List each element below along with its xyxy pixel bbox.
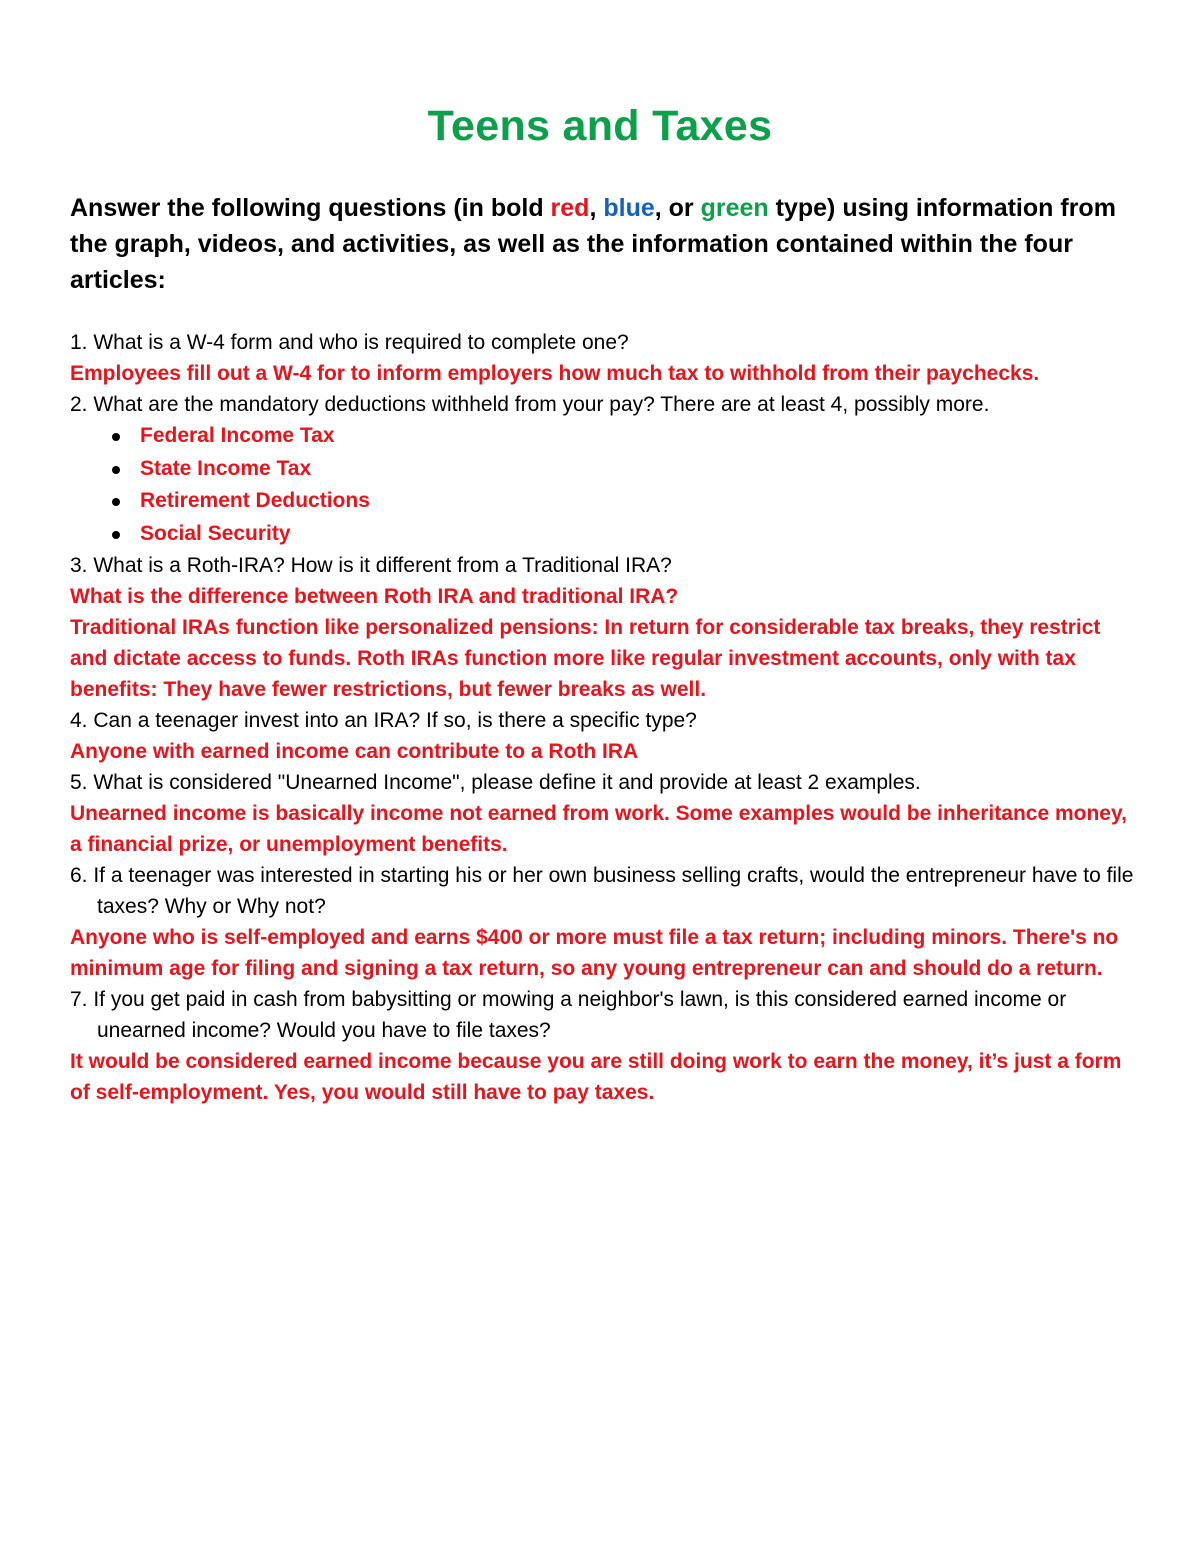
question-3: 3. What is a Roth-IRA? How is it different from a Traditional IRA? [70,554,672,577]
instructions-text-2: type) using information from the graph, videos, and activities, as well as the information contained within the four articles: [70,194,1116,294]
answer-1: Employees fill out a W-4 for to inform employers how much tax to withhold from their paychecks. [70,362,1040,385]
questions-list [70,327,1140,1108]
instructions-blue-word: blue [603,194,655,222]
question-5: 5. What is considered "Unearned Income", please define it and provide at least 2 examples. [70,771,921,794]
list-item [70,485,1140,518]
bullet-icon [112,466,120,474]
answer-5: Unearned income is basically income not earned from work. Some examples would be inheritance money, a financial prize, or unemployment benefits. [70,802,1127,856]
answer-4: Anyone with earned income can contribute to a Roth IRA [70,740,639,763]
bullet-icon [112,498,120,506]
list-item [70,518,1140,551]
answer-3: Traditional IRAs function like personalized pensions: In return for considerable tax breaks, they restrict and dictate access to funds. Roth IRAs function more like regular investment accounts, only with tax benefits: They have fewer restrictions, but fewer breaks as well. [70,616,1101,701]
instructions-sep-2: , or [654,194,701,222]
list-item-text: Retirement Deductions [140,489,370,512]
instructions-text-1: Answer the following questions (in bold [70,194,551,222]
instructions-sep-1: , [589,194,604,222]
bullet-icon [112,531,120,539]
question-1: 1. What is a W-4 form and who is required to complete one? [70,331,629,354]
deductions-list [70,420,1140,550]
bullet-icon [112,433,120,441]
instructions-red-word: red [550,194,590,222]
question-4: 4. Can a teenager invest into an IRA? If so, is there a specific type? [70,709,697,732]
list-item [70,453,1140,486]
instructions [70,190,1130,298]
answer-3-heading: What is the difference between Roth IRA and traditional IRA? [70,585,679,608]
question-2: 2. What are the mandatory deductions withheld from your pay? There are at least 4, possibly more. [70,393,990,416]
answer-6: Anyone who is self-employed and earns $400 or more must file a tax return; including minors. There's no minimum age for filing and signing a tax return, so any young entrepreneur can and should do a return. [70,926,1119,980]
list-item-text: Federal Income Tax [140,424,335,447]
document-title: Teens and Taxes [427,102,773,150]
list-item-text: Social Security [140,521,291,545]
question-6: 6. If a teenager was interested in starting his or her own business selling crafts, would the entrepreneur have to file taxes? Why or Why not? [70,864,1134,918]
list-item-text: State Income Tax [140,456,312,480]
answer-7: It would be considered earned income because you are still doing work to earn the money, it’s just a form of self-employment. Yes, you would still have to pay taxes. [70,1050,1122,1104]
list-item [70,420,1140,453]
question-7: 7. If you get paid in cash from babysitting or mowing a neighbor's lawn, is this considered earned income or unearned income? Would you have to file taxes? [70,988,1067,1042]
instructions-green-word: green [700,194,769,222]
